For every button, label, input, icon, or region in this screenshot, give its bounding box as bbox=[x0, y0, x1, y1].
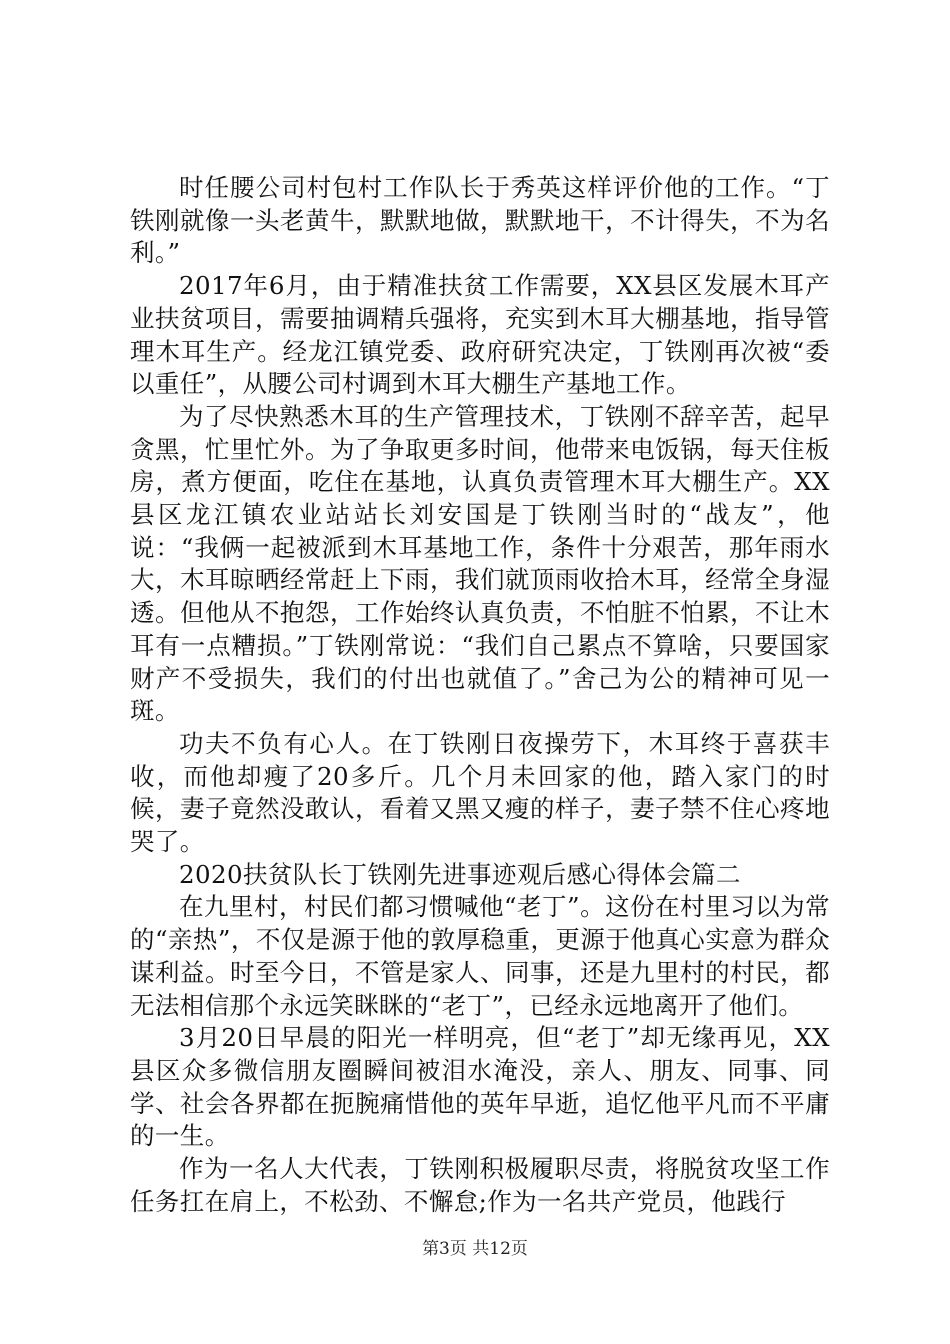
paragraph-1: 时任腰公司村包村工作队长于秀英这样评价他的工作。“丁铁刚就像一头老黄牛，默默地做，默默地干，不计得失，不为名利。” bbox=[130, 173, 830, 268]
paragraph-7: 作为一名人大代表，丁铁刚积极履职尽责，将脱贫攻坚工作任务扛在肩上，不松劲、不懈怠;作为一名共产党员，他践行 bbox=[130, 1154, 830, 1216]
paragraph-4: 功夫不负有心人。在丁铁刚日夜操劳下，木耳终于喜获丰收，而他却瘦了20多斤。几个月未回家的他，踏入家门的时候，妻子竟然没敢认，看着又黑又瘦的样子，妻子禁不住心疼地哭了。 bbox=[130, 728, 830, 857]
section-heading: 2020扶贫队长丁铁刚先进事迹观后感心得体会篇二 bbox=[179, 859, 741, 889]
paragraph-6: 3月20日早晨的阳光一样明亮，但“老丁”却无缘再见，XX县区众多微信朋友圈瞬间被泪水淹没，亲人、朋友、同事、同学、社会各界都在扼腕痛惜他的英年早逝，追忆他平凡而不平庸的一生。 bbox=[130, 1023, 830, 1151]
paragraph-2: 2017年6月，由于精准扶贫工作需要，XX县区发展木耳产业扶贫项目，需要抽调精兵强将，充实到木耳大棚基地，指导管理木耳生产。经龙江镇党委、政府研究决定，丁铁刚再次被“委以重任”，从腰公司村调到木耳大棚生产基地工作。 bbox=[130, 271, 830, 399]
document-body bbox=[130, 172, 830, 1219]
paragraph-3: 为了尽快熟悉木耳的生产管理技术，丁铁刚不辞辛苦，起早贪黑，忙里忙外。为了争取更多时间，他带来电饭锅，每天住板房，煮方便面，吃住在基地，认真负责管理木耳大棚生产。XX县区龙江镇农业站站长刘安国是丁铁刚当时的“战友”，他说：“我俩一起被派到木耳基地工作，条件十分艰苦，那年雨水大，木耳晾晒经常赶上下雨，我们就顶雨收拾木耳，经常全身湿透。但他从不抱怨，工作始终认真负责，不怕脏不怕累，不让木耳有一点糟损。”丁铁刚常说：“我们自己累点不算啥，只要国家财产不受损失，我们的付出也就值了。”舍己为公的精神可见一斑。 bbox=[130, 401, 830, 726]
page-footer: 第3页 共12页 bbox=[422, 1239, 528, 1259]
paragraph-5: 在九里村，村民们都习惯喊他“老丁”。这份在村里习以为常的“亲热”，不仅是源于他的敦厚稳重，更源于他真心实意为群众谋利益。时至今日，不管是家人、同事，还是九里村的村民，都无法相信那个永远笑眯眯的“老丁”，已经永远地离开了他们。 bbox=[130, 892, 830, 1020]
